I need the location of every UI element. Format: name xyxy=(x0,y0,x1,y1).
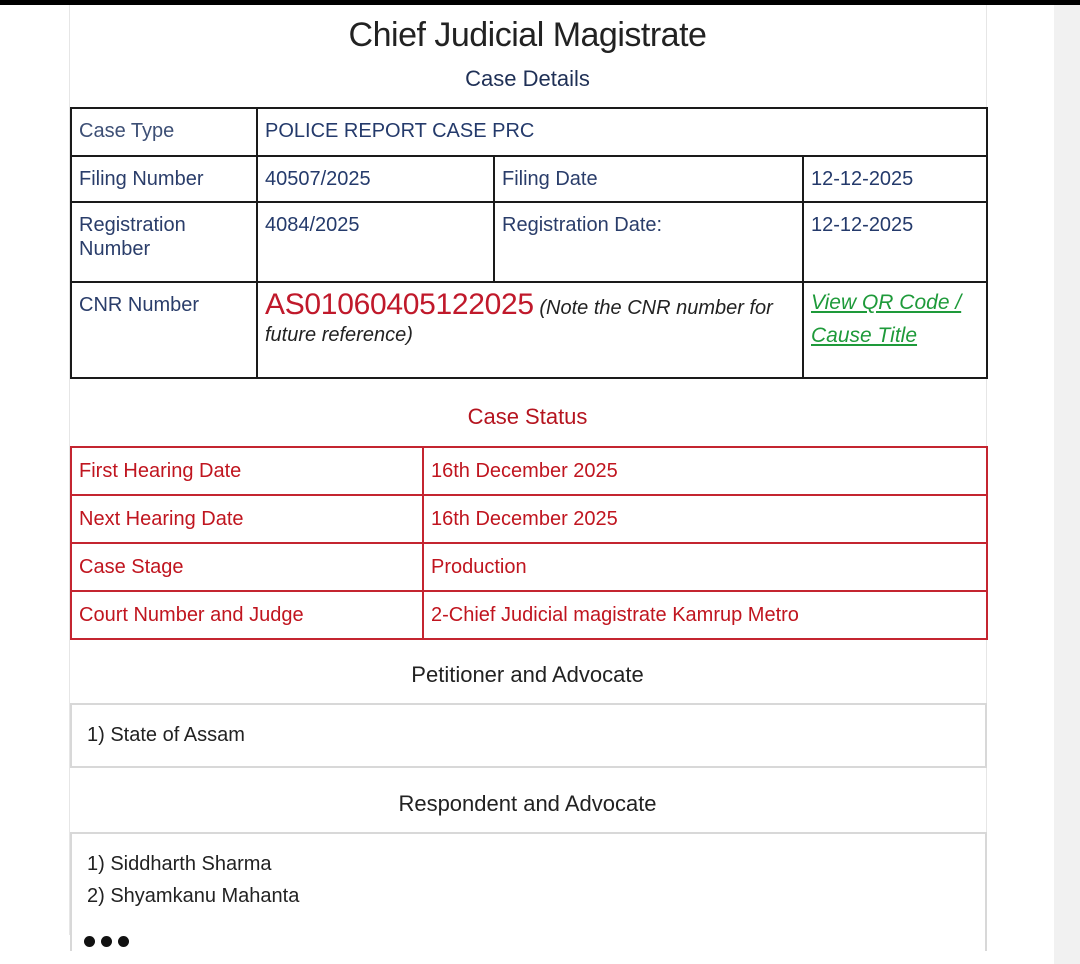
first-hearing-value: 16th December 2025 xyxy=(423,447,987,495)
petitioner-item: 1) State of Assam xyxy=(87,724,245,746)
status-row xyxy=(71,591,987,639)
case-type-row xyxy=(71,108,987,156)
respondent-item: 1) Siddharth Sharma xyxy=(87,853,272,875)
case-status-heading: Case Status xyxy=(467,404,588,429)
court-judge-value: 2-Chief Judicial magistrate Kamrup Metro xyxy=(423,591,987,639)
filing-number-value: 40507/2025 xyxy=(257,156,494,202)
filing-number-label: Filing Number xyxy=(71,156,257,202)
cnr-row xyxy=(71,282,987,378)
qr-link-cell xyxy=(803,282,987,378)
status-row xyxy=(71,495,987,543)
registration-row xyxy=(71,202,987,282)
next-hearing-label: Next Hearing Date xyxy=(71,495,423,543)
case-stage-label: Case Stage xyxy=(71,543,423,591)
case-type-value: POLICE REPORT CASE PRC xyxy=(257,108,987,156)
respondent-box xyxy=(70,832,987,951)
cnr-note: (Note the CNR number for future reference) xyxy=(265,297,773,346)
case-type-label: Case Type xyxy=(71,108,257,156)
cnr-label: CNR Number xyxy=(71,282,257,378)
court-judge-label: Court Number and Judge xyxy=(71,591,423,639)
next-hearing-value: 16th December 2025 xyxy=(423,495,987,543)
petitioner-heading: Petitioner and Advocate xyxy=(411,662,644,687)
filing-date-label: Filing Date xyxy=(494,156,803,202)
cnr-number: AS01060405122025 xyxy=(265,288,534,321)
case-stage-value: Production xyxy=(423,543,987,591)
filing-date-value: 12-12-2025 xyxy=(803,156,987,202)
filing-row xyxy=(71,156,987,202)
registration-number-value: 4084/2025 xyxy=(257,202,494,282)
registration-date-label: Registration Date: xyxy=(494,202,803,282)
more-dots-icon[interactable] xyxy=(84,928,135,952)
case-details-table xyxy=(70,107,988,379)
case-status-table xyxy=(70,446,988,640)
petitioner-box xyxy=(70,703,987,768)
first-hearing-label: First Hearing Date xyxy=(71,447,423,495)
respondent-item: 2) Shyamkanu Mahanta xyxy=(87,885,300,907)
cnr-cell xyxy=(257,282,803,378)
respondent-heading: Respondent and Advocate xyxy=(398,791,657,816)
registration-number-label: Registration Number xyxy=(71,202,257,282)
scrollbar-gutter xyxy=(1054,5,1080,964)
case-details-heading: Case Details xyxy=(465,66,590,91)
status-row xyxy=(71,447,987,495)
court-title: Chief Judicial Magistrate xyxy=(348,16,707,54)
registration-date-value: 12-12-2025 xyxy=(803,202,987,282)
status-row xyxy=(71,543,987,591)
view-qr-code-link[interactable]: View QR Code / Cause Title xyxy=(811,291,962,347)
